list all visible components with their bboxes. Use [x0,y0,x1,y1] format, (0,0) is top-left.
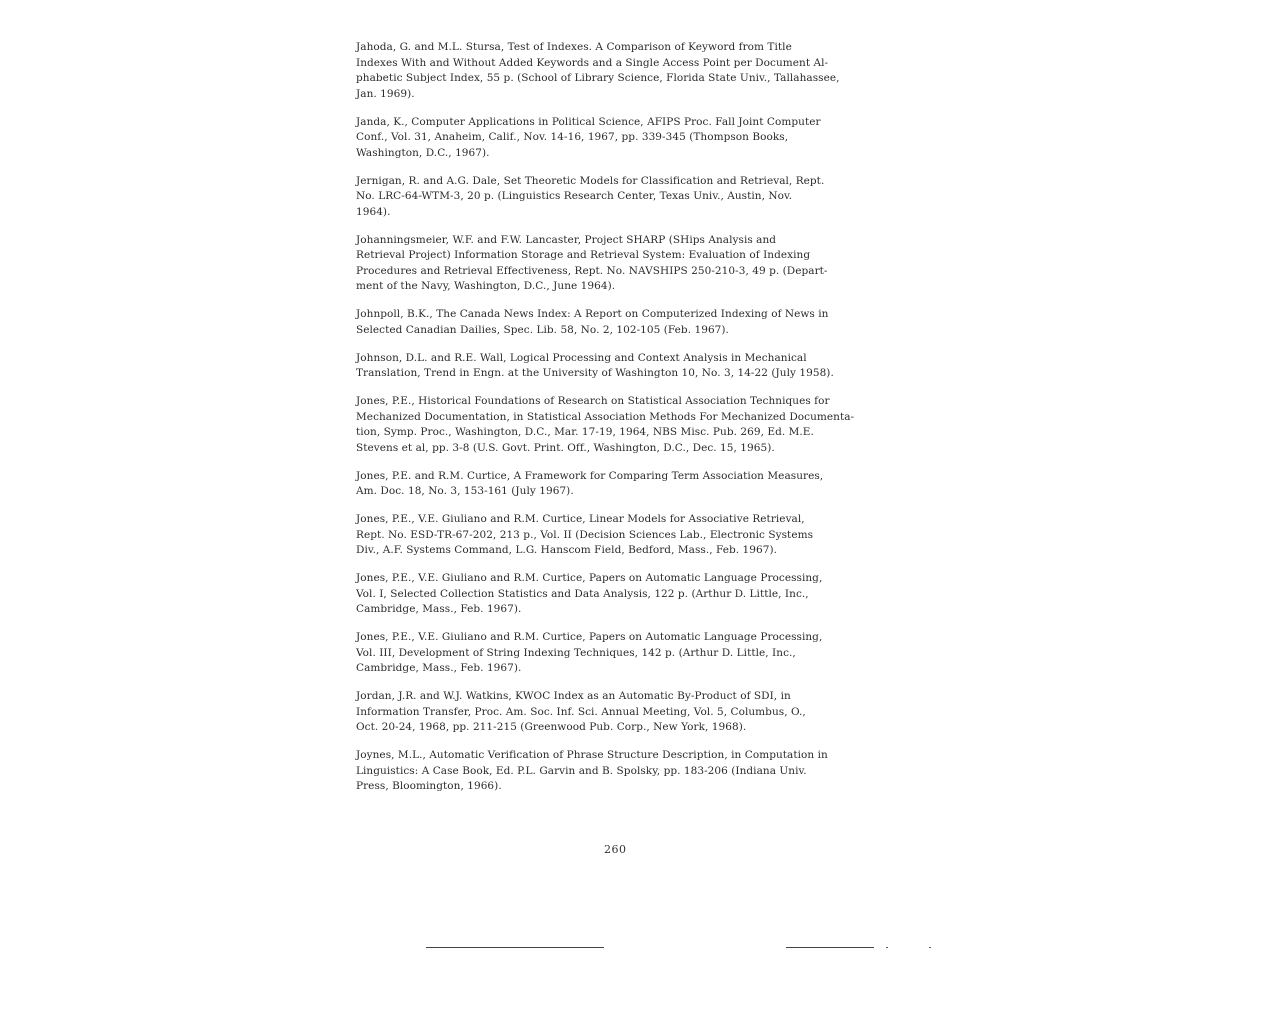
reference-line: Johnson, D.L. and R.E. Wall, Logical Processing and Context Analysis in Mechanical [356,351,807,364]
reference-line: Oct. 20-24, 1968, pp. 211-215 (Greenwood Pub. Corp., New York, 1968). [356,721,747,733]
reference-line: Janda, K., Computer Applications in Political Science, AFIPS Proc. Fall Joint Computer [356,115,821,128]
page-number: 260 [604,843,627,856]
reference-line: Vol. I, Selected Collection Statistics and Data Analysis, 122 p. (Arthur D. Little, Inc., [356,587,809,600]
reference-entry [356,512,876,559]
scan-edge-line [426,947,604,948]
reference-line: 1964). [356,205,391,218]
reference-line: Stevens et al, pp. 3-8 (U.S. Govt. Print. Off., Washington, D.C., Dec. 15, 1965). [356,441,775,454]
reference-line: ment of the Navy, Washington, D.C., June 1964). [356,280,616,292]
reference-entry [356,40,876,102]
reference-entry [356,115,876,162]
reference-line: Div., A.F. Systems Command, L.G. Hanscom Field, Bedford, Mass., Feb. 1967). [356,544,778,556]
reference-line: Linguistics: A Case Book, Ed. P.L. Garvin and B. Spolsky, pp. 183-206 (Indiana Univ. [356,764,807,777]
scan-speck [886,947,888,948]
reference-line: Jones, P.E., V.E. Giuliano and R.M. Curtice, Papers on Automatic Language Processing, [356,572,823,584]
reference-line: Indexes With and Without Added Keywords and a Single Access Point per Document Al- [356,56,829,69]
reference-line: tion, Symp. Proc., Washington, D.C., Mar. 17-19, 1964, NBS Misc. Pub. 269, Ed. M.E. [356,426,814,438]
bibliography-page [356,40,876,807]
reference-entry [356,748,876,795]
reference-line: Press, Bloomington, 1966). [356,780,502,792]
reference-entry [356,174,876,221]
reference-line: Jones, P.E. and R.M. Curtice, A Framework for Comparing Term Association Measures, [356,469,824,482]
reference-line: Jordan, J.R. and W.J. Watkins, KWOC Index as an Automatic By-Product of SDI, in [356,690,791,702]
reference-line: Information Transfer, Proc. Am. Soc. Inf. Sci. Annual Meeting, Vol. 5, Columbus, O., [356,705,806,718]
reference-entry [356,351,876,382]
reference-line: Joynes, M.L., Automatic Verification of Phrase Structure Description, in Computation in [356,749,828,761]
reference-line: Mechanized Documentation, in Statistical Association Methods For Mechanized Documenta- [356,410,855,423]
reference-line: Am. Doc. 18, No. 3, 153-161 (July 1967). [356,485,574,497]
reference-entry [356,571,876,618]
reference-line: Vol. III, Development of String Indexing Techniques, 142 p. (Arthur D. Little, Inc., [356,646,796,659]
reference-line: Washington, D.C., 1967). [356,146,490,159]
reference-line: Jahoda, G. and M.L. Stursa, Test of Indexes. A Comparison of Keyword from Title [356,41,792,53]
reference-line: Rept. No. ESD-TR-67-202, 213 p., Vol. II (Decision Sciences Lab., Electronic Systems [356,528,814,541]
reference-entry [356,307,876,338]
reference-line: No. LRC-64-WTM-3, 20 p. (Linguistics Research Center, Texas Univ., Austin, Nov. [356,190,793,202]
reference-entry [356,689,876,736]
reference-line: Selected Canadian Dailies, Spec. Lib. 58, No. 2, 102-105 (Feb. 1967). [356,323,729,336]
reference-line: Retrieval Project) Information Storage and Retrieval System: Evaluation of Indexing [356,249,811,261]
reference-line: Cambridge, Mass., Feb. 1967). [356,603,522,615]
reference-line: Translation, Trend in Engn. at the University of Washington 10, No. 3, 14-22 (July 1958). [356,367,834,379]
scan-speck [929,947,931,948]
reference-line: Johnpoll, B.K., The Canada News Index: A Report on Computerized Indexing of News in [356,308,829,320]
reference-line: Jones, P.E., Historical Foundations of Research on Statistical Association Techniques for [356,395,830,407]
reference-entry [356,394,876,456]
reference-entry [356,233,876,295]
reference-line: Procedures and Retrieval Effectiveness, Rept. No. NAVSHIPS 250-210-3, 49 p. (Depart- [356,264,828,277]
reference-line: Conf., Vol. 31, Anaheim, Calif., Nov. 14-16, 1967, pp. 339-345 (Thompson Books, [356,131,789,143]
reference-line: Jones, P.E., V.E. Giuliano and R.M. Curtice, Linear Models for Associative Retrieval, [356,513,805,525]
reference-line: Jernigan, R. and A.G. Dale, Set Theoretic Models for Classification and Retrieval, Rept. [356,174,825,187]
reference-entry [356,630,876,677]
reference-line: Jan. 1969). [356,87,415,100]
reference-entry [356,469,876,500]
reference-line: Jones, P.E., V.E. Giuliano and R.M. Curtice, Papers on Automatic Language Processing, [356,631,823,643]
reference-line: phabetic Subject Index, 55 p. (School of Library Science, Florida State Univ., Tallahassee, [356,72,840,84]
scan-edge-line [786,947,874,948]
reference-line: Cambridge, Mass., Feb. 1967). [356,662,522,674]
reference-line: Johanningsmeier, W.F. and F.W. Lancaster, Project SHARP (SHips Analysis and [356,233,777,246]
